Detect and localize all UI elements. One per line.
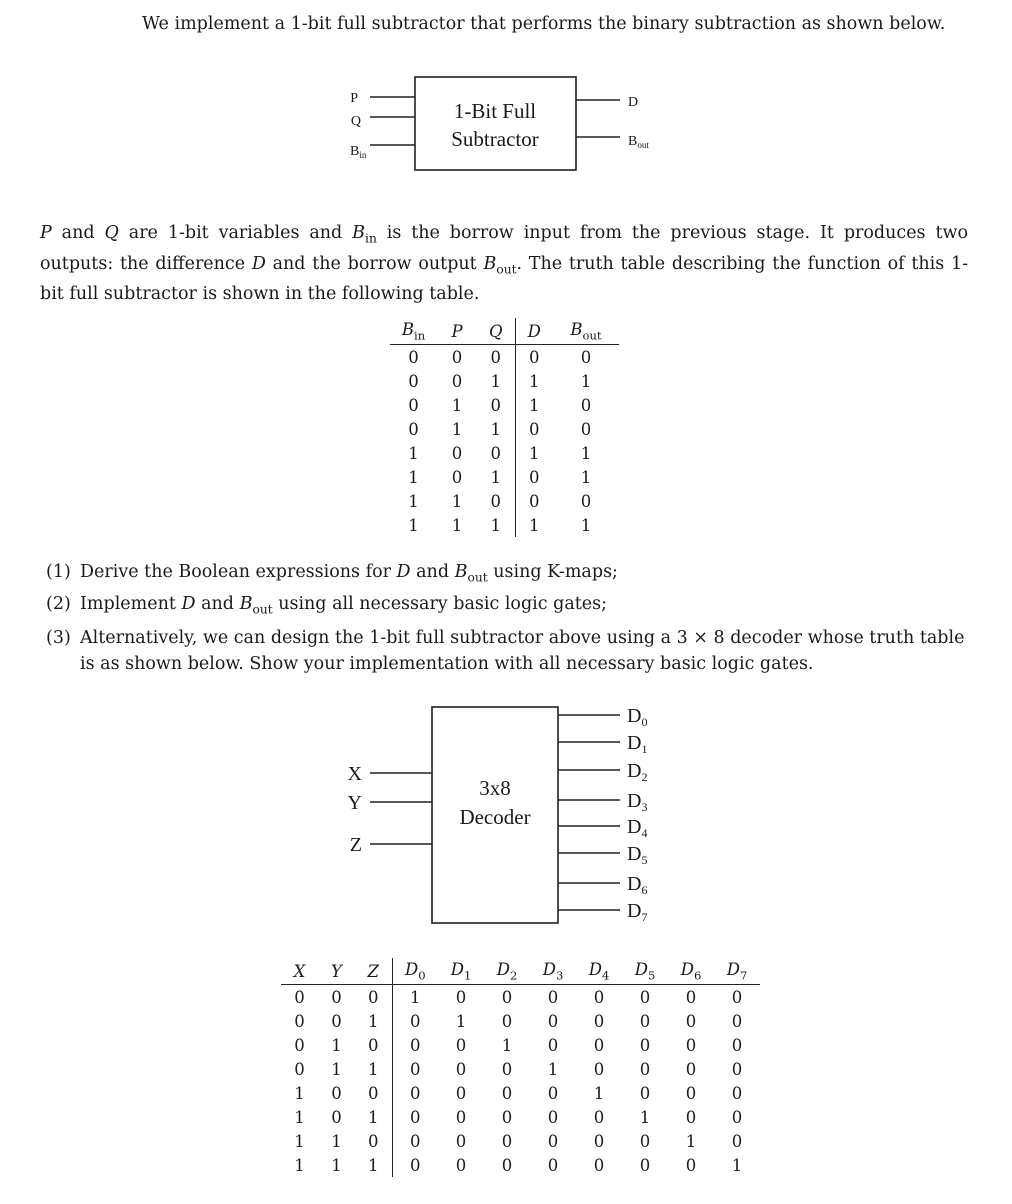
table-cell: 0 [455,1059,467,1079]
table-cell: 0 [593,1059,605,1079]
table-cell: 1 [355,1105,392,1129]
question-1-number: (1) [46,562,71,582]
table-cell: 1 [477,417,515,441]
table-cell: 0 [410,1131,421,1151]
table-cell: 0 [410,1059,421,1079]
dec-header-10: $D_7$ [714,958,760,985]
table-cell: 0 [501,1155,513,1175]
table-cell: 0 [451,467,463,487]
question-3-number: (3) [46,628,71,648]
table-cell: 0 [355,985,392,1010]
subtractor-diagram [330,70,680,180]
table-cell: 0 [685,1083,697,1103]
table-cell: 0 [331,987,342,1007]
table-cell: 0 [294,1011,305,1031]
dec-header-8: $D_5$ [622,958,668,985]
decoder-output-label-2: $D_2$ [627,760,648,784]
table-row [281,1081,760,1105]
table-cell: 0 [294,1059,305,1079]
table-cell: 0 [593,1131,605,1151]
table-cell: 0 [593,987,605,1007]
dec-header-2: Z [355,958,392,985]
table-cell: 0 [731,1131,743,1151]
decoder-output-label-3: $D_3$ [627,790,648,814]
dec-header-7: $D_4$ [576,958,622,985]
table-row [281,1105,760,1129]
table-cell: 0 [529,467,540,487]
table-cell: 0 [547,987,559,1007]
table-cell: 0 [639,1011,651,1031]
input-q-label: Q [350,114,361,129]
table-cell: 1 [331,1035,342,1055]
table-cell: 0 [685,1059,697,1079]
table-cell: 0 [529,347,540,367]
table-cell: 1 [529,443,540,463]
table-cell: 1 [294,1083,305,1103]
table-cell: 1 [408,491,419,511]
table-row [390,513,619,537]
table-cell: 1 [294,1131,305,1151]
table-cell: 0 [410,1155,421,1175]
decoder-input-label-0: X [347,763,362,785]
table-cell: 1 [529,371,540,391]
table-cell: 1 [731,1155,743,1175]
table-cell: 0 [547,1107,559,1127]
table-row [281,1033,760,1057]
table-cell: 1 [580,443,592,463]
table-cell: 1 [410,987,421,1007]
table-cell: 1 [331,1059,342,1079]
table-row [281,1057,760,1081]
table-cell: 1 [529,515,540,535]
decoder-label-1: 3x8 [479,776,511,800]
decoder-label-2: Decoder [459,805,531,829]
table-cell: 0 [685,1107,697,1127]
output-d-label: D [628,95,639,110]
table-cell: 0 [731,1011,743,1031]
table-cell: 0 [547,1155,559,1175]
table-cell: 1 [355,1057,392,1081]
dec-header-3: $D_0$ [392,958,438,985]
table-cell: 0 [685,1035,697,1055]
table-cell: 1 [529,395,540,415]
table-cell: 0 [593,1035,605,1055]
table-cell: 0 [580,395,592,415]
table-cell: 0 [410,1107,421,1127]
table-cell: 1 [639,1107,651,1127]
table-cell: 0 [355,1081,392,1105]
table-cell: 0 [501,1131,513,1151]
table-row [390,345,619,370]
table-cell: 0 [331,1107,342,1127]
table-cell: 1 [451,395,463,415]
table-row [390,417,619,441]
table-cell: 0 [455,987,467,1007]
table-cell: 0 [355,1129,392,1153]
table-cell: 1 [685,1131,697,1151]
sub-header-2: Q [477,318,515,345]
table-cell: 1 [355,1009,392,1033]
table-cell: 0 [639,1155,651,1175]
table-cell: 1 [331,1155,342,1175]
table-cell: 0 [455,1083,467,1103]
table-cell: 0 [731,1083,743,1103]
table-cell: 1 [455,1011,467,1031]
table-row [281,985,760,1010]
table-cell: 0 [547,1083,559,1103]
table-cell: 0 [731,1107,743,1127]
table-cell: 0 [355,1033,392,1057]
dec-header-9: $D_6$ [668,958,714,985]
table-cell: 0 [331,1083,342,1103]
dec-header-5: $D_2$ [484,958,530,985]
table-cell: 0 [451,371,463,391]
table-cell: 0 [501,987,513,1007]
table-cell: 0 [410,1083,421,1103]
table-cell: 0 [639,1059,651,1079]
table-cell: 0 [685,1155,697,1175]
table-cell: 0 [731,1059,743,1079]
dec-header-1: Y [318,958,355,985]
intro-text: We implement a 1-bit full subtractor that performs the binary subtraction as shown below. [142,14,946,34]
table-cell: 1 [580,467,592,487]
subtractor-label-2: Subtractor [451,127,539,151]
decoder-input-label-1: Y [347,792,362,814]
table-cell: 0 [639,1035,651,1055]
table-row [390,465,619,489]
table-cell: 0 [455,1155,467,1175]
decoder-output-label-1: $D_1$ [627,732,648,756]
table-cell: 0 [593,1107,605,1127]
decoder-diagram [330,700,690,935]
table-cell: 1 [294,1107,305,1127]
table-cell: 0 [477,345,515,370]
table-cell: 1 [294,1155,305,1175]
table-cell: 0 [731,1035,743,1055]
table-cell: 1 [477,369,515,393]
table-cell: 0 [501,1059,513,1079]
table-cell: 0 [639,1083,651,1103]
table-row [390,441,619,465]
table-cell: 0 [580,347,592,367]
table-cell: 0 [593,1011,605,1031]
table-cell: 1 [501,1035,513,1055]
question-3 [46,625,971,677]
table-cell: 0 [501,1083,513,1103]
decoder-output-label-5: $D_5$ [627,843,648,867]
table-cell: 0 [451,347,463,367]
table-cell: 1 [355,1153,392,1177]
decoder-truth-table [281,958,760,1177]
input-p-label: P [350,91,358,106]
table-row [281,1129,760,1153]
table-cell: 0 [408,419,419,439]
decoder-output-label-0: $D_0$ [627,705,648,729]
table-cell: 0 [685,1011,697,1031]
decoder-output-label-7: $D_7$ [627,900,648,924]
question-3-text: Alternatively, we can design the 1-bit full subtractor above using a 3 × 8 decoder whose truth table is as shown below. Show your implementation with all necessary basic logic gates. [80,628,965,674]
table-cell: 0 [408,395,419,415]
table-cell: 0 [547,1035,559,1055]
table-cell: 1 [580,371,592,391]
input-bin-label: $B_{in}$ [350,144,367,160]
table-cell: 0 [451,443,463,463]
dec-header-4: $D_1$ [438,958,484,985]
table-cell: 0 [639,1131,651,1151]
question-2-number: (2) [46,594,71,614]
sub-header-4: $B_{out}$ [553,318,619,345]
table-cell: 0 [639,987,651,1007]
description-paragraph: P and Q are 1-bit variables and $B_{in}$ is the borrow input from the previous stage. It produces two outputs: the difference D and the borrow output $B_{out}$. The truth table describing the function of this 1-bit full subtractor is shown in the following table. [40,223,968,304]
table-cell: 1 [408,467,419,487]
table-cell: 1 [331,1131,342,1151]
table-cell: 0 [455,1035,467,1055]
table-cell: 1 [593,1083,605,1103]
subtractor-label-1: 1-Bit Full [453,99,537,123]
table-cell: 0 [408,347,419,367]
table-row [390,393,619,417]
output-bout-label: $B_{out}$ [628,134,649,150]
table-cell: 0 [685,987,697,1007]
table-cell: 0 [547,1131,559,1151]
table-cell: 0 [410,1035,421,1055]
question-1-text: Derive the Boolean expressions for D and $B_{out}$ using K-maps; [80,562,618,585]
sub-header-1: P [437,318,477,345]
table-cell: 0 [477,393,515,417]
sub-header-0: $B_{in}$ [390,318,437,345]
table-cell: 0 [294,1035,305,1055]
decoder-input-label-2: Z [349,834,362,856]
table-cell: 1 [547,1059,559,1079]
table-row [281,1009,760,1033]
table-cell: 0 [455,1131,467,1151]
table-cell: 1 [451,515,463,535]
table-cell: 1 [408,515,419,535]
table-cell: 0 [529,419,540,439]
table-row [390,489,619,513]
table-cell: 0 [294,987,305,1007]
decoder-output-label-6: $D_6$ [627,873,648,897]
table-cell: 0 [455,1107,467,1127]
table-cell: 0 [501,1011,513,1031]
table-cell: 1 [580,515,592,535]
table-cell: 0 [547,1011,559,1031]
table-cell: 0 [331,1011,342,1031]
table-cell: 0 [477,489,515,513]
question-2-text: Implement D and $B_{out}$ using all necessary basic logic gates; [80,594,608,617]
decoder-output-label-4: $D_4$ [627,816,648,840]
subtractor-box [415,77,576,170]
table-cell: 0 [477,441,515,465]
table-cell: 0 [731,987,743,1007]
dec-header-6: $D_3$ [530,958,576,985]
table-row [390,369,619,393]
table-cell: 1 [451,419,463,439]
dec-header-0: X [281,958,318,985]
table-cell: 1 [477,465,515,489]
table-cell: 1 [451,491,463,511]
table-cell: 0 [408,371,419,391]
table-cell: 0 [580,491,592,511]
table-row [281,1153,760,1177]
table-cell: 0 [580,419,592,439]
subtractor-truth-table [390,318,619,537]
table-cell: 0 [593,1155,605,1175]
table-cell: 1 [408,443,419,463]
table-cell: 0 [410,1011,421,1031]
table-cell: 1 [477,513,515,537]
sub-header-3: D [515,318,553,345]
table-cell: 0 [529,491,540,511]
table-cell: 0 [501,1107,513,1127]
